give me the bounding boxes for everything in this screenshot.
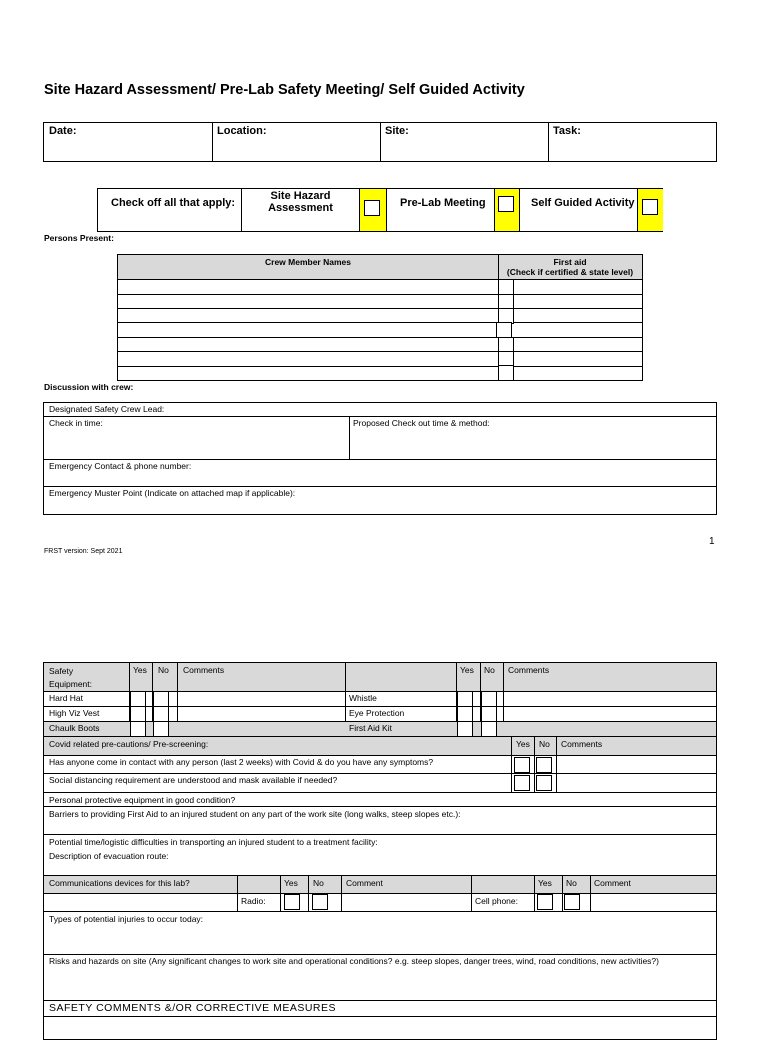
risks-table <box>43 911 717 1001</box>
hard-hat-yes-checkbox[interactable] <box>130 691 146 707</box>
cell-no-checkbox[interactable] <box>564 894 580 910</box>
equip-comments-header: Comments <box>508 665 550 675</box>
safety-comments-table <box>43 1000 717 1040</box>
communications-table <box>43 875 717 912</box>
muster-point-field[interactable]: Emergency Muster Point (Indicate on attached map if applicable): <box>49 488 296 498</box>
covid-table <box>43 736 717 793</box>
emergency-contact-field[interactable]: Emergency Contact & phone number: <box>49 461 192 471</box>
equip-comments-header: Comments <box>183 665 225 675</box>
eye-no-checkbox[interactable] <box>481 706 497 722</box>
check-off-label: Check off all that apply: <box>111 197 236 209</box>
covid-comments-header: Comments <box>561 739 603 749</box>
date-field[interactable]: Date: <box>49 125 77 137</box>
check-in-field[interactable]: Check in time: <box>49 418 103 428</box>
covid-q2-no-checkbox[interactable] <box>536 775 552 791</box>
radio-yes-checkbox[interactable] <box>284 894 300 910</box>
high-viz-no-checkbox[interactable] <box>153 706 169 722</box>
ppe-question: Personal protective equipment in good condition? <box>49 795 236 805</box>
equip-yes-header: Yes <box>460 665 474 675</box>
first-aid-checkbox[interactable] <box>496 322 512 338</box>
comms-header: Communications devices for this lab? <box>49 878 190 888</box>
covid-q1-no-checkbox[interactable] <box>536 757 552 773</box>
covid-q2-yes-checkbox[interactable] <box>514 775 530 791</box>
whistle-yes-checkbox[interactable] <box>457 691 473 707</box>
equipment-label: Safety Equipment: <box>49 666 92 689</box>
first-aid-header: First aid (Check if certified & state level) <box>506 257 634 277</box>
covid-q1: Has anyone come in contact with any person (last 2 weeks) with Covid & do you have any symptoms? <box>49 757 434 767</box>
eye-yes-checkbox[interactable] <box>457 706 473 722</box>
risks-question: Risks and hazards on site (Any significant changes to work site and operational conditions? e.g. steep slopes, danger trees, wind, road conditions, new activities?) <box>49 956 659 966</box>
radio-no-checkbox[interactable] <box>312 894 328 910</box>
persons-present-label: Persons Present: <box>44 233 114 243</box>
pre-lab-checkbox[interactable] <box>498 196 514 212</box>
equip-no-header: No <box>484 665 495 675</box>
whistle-no-checkbox[interactable] <box>481 691 497 707</box>
comms-comment-header: Comment <box>594 878 631 888</box>
covid-q2: Social distancing requirement are understood and mask available if needed? <box>49 775 338 785</box>
chaulk-boots-label: Chaulk Boots <box>49 723 100 733</box>
boots-no-checkbox[interactable] <box>153 721 169 737</box>
first-aid-kit-label: First Aid Kit <box>349 723 392 733</box>
pre-lab-label: Pre-Lab Meeting <box>400 197 486 209</box>
equip-yes-header: Yes <box>133 665 147 675</box>
site-hazard-checkbox[interactable] <box>364 200 380 216</box>
eye-protection-label: Eye Protection <box>349 708 405 718</box>
high-viz-yes-checkbox[interactable] <box>130 706 146 722</box>
high-viz-label: High Viz Vest <box>49 708 100 718</box>
radio-label: Radio: <box>241 896 266 906</box>
crew-names-header: Crew Member Names <box>265 257 351 267</box>
discussion-label: Discussion with crew: <box>44 382 134 392</box>
site-hazard-label: Site Hazard Assessment <box>268 190 333 214</box>
comms-yes-header: Yes <box>538 878 552 888</box>
page-number: 1 <box>709 536 715 547</box>
check-out-field[interactable]: Proposed Check out time & method: <box>353 418 490 428</box>
self-guided-checkbox[interactable] <box>642 199 658 215</box>
equipment-table <box>43 662 717 737</box>
barriers-question: Barriers to providing First Aid to an injured student on any part of the work site (long walks, steep slopes etc.): <box>49 809 461 819</box>
safety-comments-header: SAFETY COMMENTS &/OR CORRECTIVE MEASURES <box>49 1002 337 1014</box>
transport-question: Potential time/logistic difficulties in transporting an injured student to a treatment facility: <box>49 837 378 847</box>
site-field[interactable]: Site: <box>385 125 409 137</box>
version-label: FRST version: Sept 2021 <box>44 548 123 555</box>
conditions-table <box>43 792 717 876</box>
comms-yes-header: Yes <box>284 878 298 888</box>
check-off-table <box>97 188 663 232</box>
task-field[interactable]: Task: <box>553 125 581 137</box>
safety-lead-field[interactable]: Designated Safety Crew Lead: <box>49 404 165 414</box>
kit-yes-checkbox[interactable] <box>457 721 473 737</box>
kit-no-checkbox[interactable] <box>481 721 497 737</box>
crew-table <box>117 254 643 381</box>
cell-yes-checkbox[interactable] <box>537 894 553 910</box>
comms-no-header: No <box>566 878 577 888</box>
boots-yes-checkbox[interactable] <box>130 721 146 737</box>
covid-header: Covid related pre-cautions/ Pre-screening: <box>49 739 209 749</box>
covid-q1-yes-checkbox[interactable] <box>514 757 530 773</box>
discussion-table <box>43 402 717 515</box>
covid-no-header: No <box>539 739 550 749</box>
self-guided-label: Self Guided Activity <box>531 197 635 209</box>
evacuation-route-question: Description of evacuation route: <box>49 851 169 861</box>
equip-no-header: No <box>158 665 169 675</box>
covid-yes-header: Yes <box>516 739 530 749</box>
injuries-question: Types of potential injuries to occur today: <box>49 914 204 924</box>
hard-hat-label: Hard Hat <box>49 693 84 703</box>
hard-hat-no-checkbox[interactable] <box>153 691 169 707</box>
info-table <box>43 122 717 162</box>
location-field[interactable]: Location: <box>217 125 267 137</box>
first-aid-checkbox[interactable] <box>498 279 514 295</box>
page-title: Site Hazard Assessment/ Pre-Lab Safety Meeting/ Self Guided Activity <box>44 82 525 98</box>
comms-comment-header: Comment <box>346 878 383 888</box>
first-aid-checkbox[interactable] <box>498 365 514 381</box>
comms-no-header: No <box>313 878 324 888</box>
whistle-label: Whistle <box>349 693 377 703</box>
cell-phone-label: Cell phone: <box>475 896 519 906</box>
